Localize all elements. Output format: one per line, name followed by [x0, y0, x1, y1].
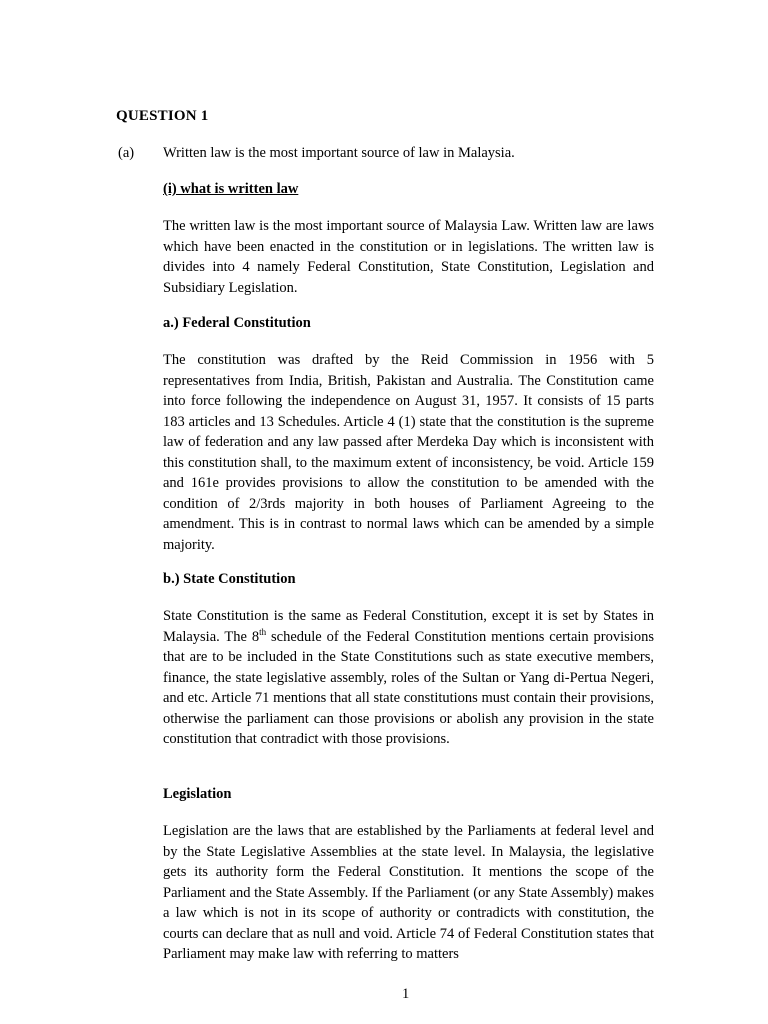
state-constitution-heading: b.) State Constitution	[163, 571, 296, 587]
federal-constitution-heading: a.) Federal Constitution	[163, 315, 311, 331]
ordinal-superscript: th	[259, 626, 267, 637]
part-a-prompt: Written law is the most important source of law in Malaysia.	[163, 145, 515, 161]
federal-constitution-paragraph: The constitution was drafted by the Reid Commission in 1956 with 5 representatives from India, British, Pakistan and Australia. The Constitution came into force following the independence on August 31, 1957. It consists of 15 parts 183 articles and 13 Schedules. Article 4 (1) state that the constitution is the supreme law of federation and any law passed after Merdeka Day which is inconsistent with this constitution shall, to the maximum extent of inconsistency, be void. Article 159 and 161e provides provisions to allow the constitution to be amended with the condition of 2/3rds majority in both houses of Parliament Agreeing to the amendment. This is in contrast to normal laws which can be amended by a simple majority.	[163, 352, 654, 553]
state-text-end: schedule of the Federal Constitution mentions certain provisions that are to be included in the State Constitutions such as state executive members, finance, the state legislative assembly, roles of the Sultan or Yang di-Pertua Negeri, and etc. Article 71 mentions that all state constitutions must contain their provisions, otherwise the parliament can those provisions or abolish any provision in the state constitution that contradict with those provisions.	[163, 628, 654, 747]
question-heading: QUESTION 1	[116, 108, 209, 124]
section-i-heading: (i) what is written law	[163, 181, 299, 197]
legislation-heading: Legislation	[163, 786, 232, 802]
state-constitution-paragraph	[163, 606, 654, 750]
legislation-paragraph: Legislation are the laws that are established by the Parliaments at federal level and by the State Legislative Assemblies at the state level. In Malaysia, the legislative gets its authority form the Federal Constitution. It mentions the scope of the Parliament and the State Assembly. If the Parliament (or any State Assembly) makes a law which is not in its scope of authority or contradicts with constitution, the courts can declare that as null and void. Article 74 of Federal Constitution states that Parliament may make law with referring to matters	[163, 823, 654, 962]
part-a-label: (a)	[118, 145, 135, 161]
state-text-start: State Constitution is the same as Federal Constitution, except it is set by States in Malaysia. The 8	[163, 608, 654, 645]
intro-paragraph: The written law is the most important source of Malaysia Law. Written law are laws which have been enacted in the constitution or in legislations. The written law is divides into 4 namely Federal Constitution, State Constitution, Legislation and Subsidiary Legislation.	[163, 218, 654, 296]
page-number: 1	[402, 986, 410, 1002]
